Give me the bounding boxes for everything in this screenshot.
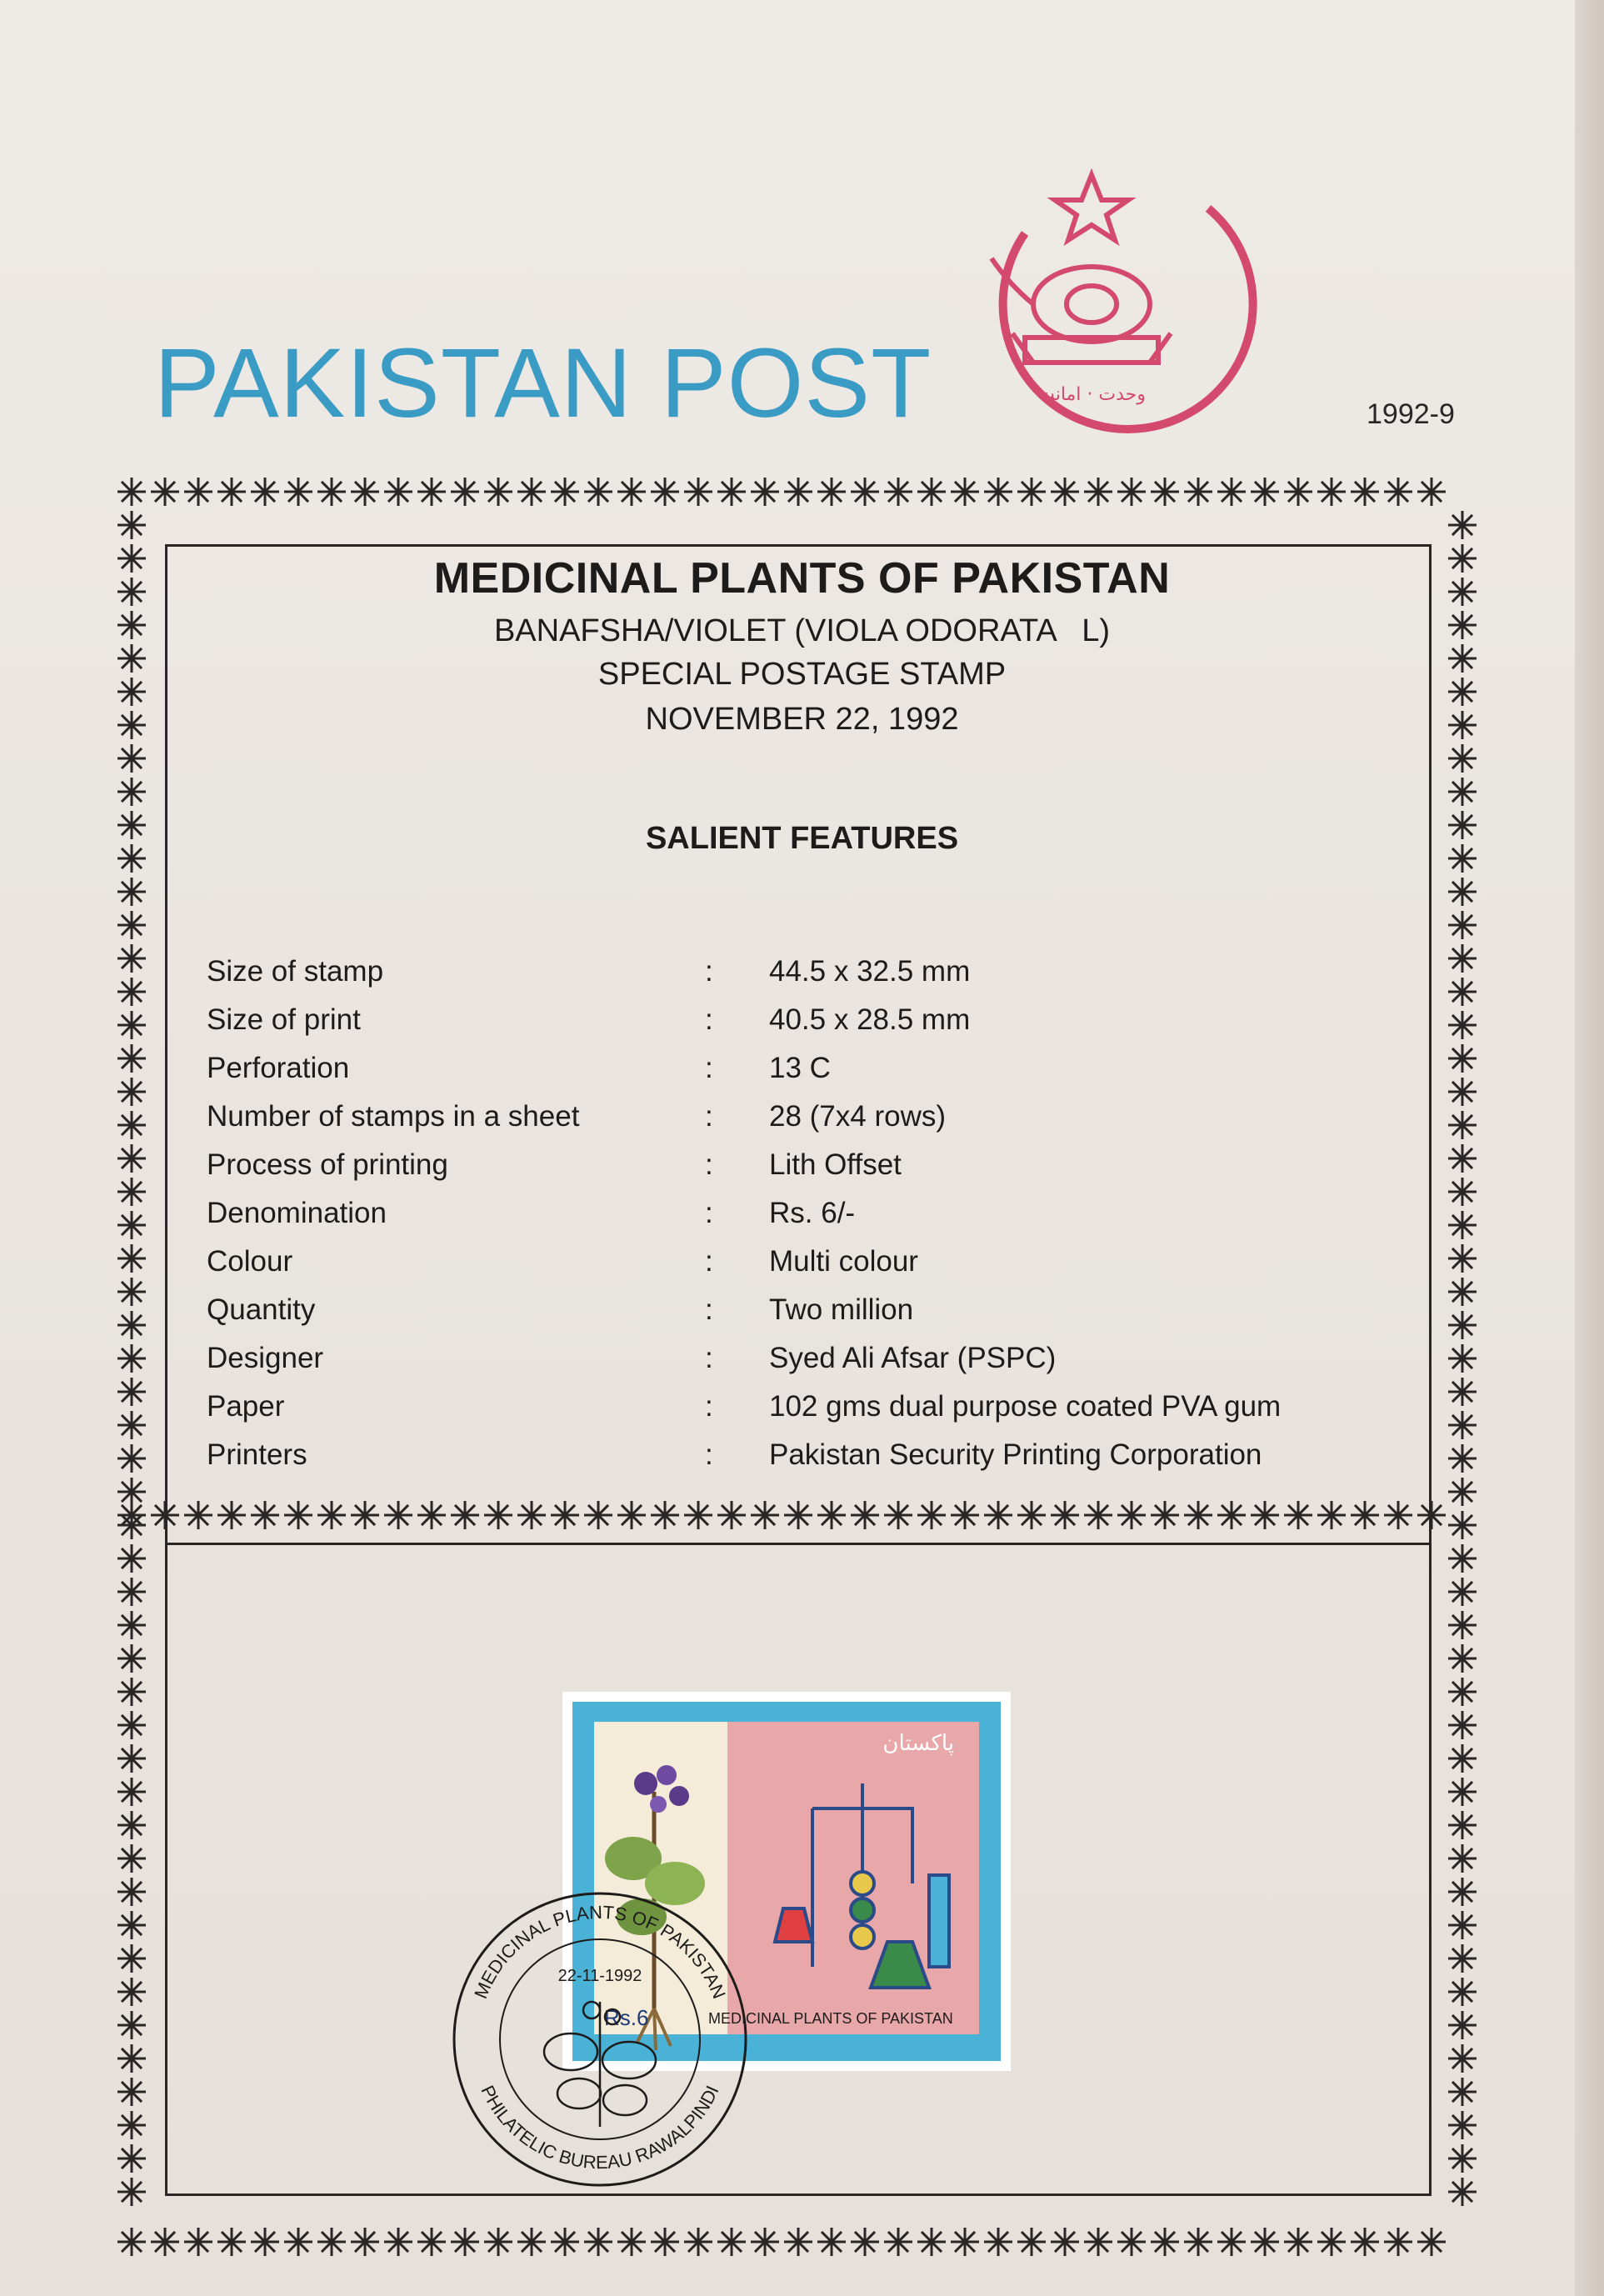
feature-row [207,1342,1415,1390]
feature-row [207,1438,1415,1487]
border-asterisk [1184,2228,1212,2256]
border-asterisk [1448,1911,1477,1939]
feature-value: 13 C [769,1052,831,1084]
border-asterisk [784,2228,812,2256]
feature-label: Quantity [207,1293,316,1326]
border-asterisk [317,2228,346,2256]
border-asterisk [117,1778,146,1806]
border-asterisk [1448,1644,1477,1673]
border-asterisk [117,1711,146,1739]
border-asterisk [117,1911,146,1939]
border-asterisk [117,1078,146,1106]
border-asterisk [1448,1444,1477,1473]
border-asterisk [1251,478,1279,506]
border-asterisk [117,1244,146,1273]
border-asterisk [651,478,679,506]
border-asterisk [117,1544,146,1573]
border-asterisk [1448,744,1477,773]
border-asterisk [1448,1544,1477,1573]
border-asterisk [1351,2228,1379,2256]
border-asterisk [651,2228,679,2256]
border-asterisk [117,511,146,539]
stamp-denomination: Rs.6 [604,2005,649,2030]
border-asterisk [117,2144,146,2173]
feature-value: Multi colour [769,1245,918,1278]
border-asterisk [351,478,379,506]
border-asterisk [1051,478,1079,506]
border-asterisk [951,2228,979,2256]
border-asterisk [1448,1578,1477,1606]
border-asterisk [1448,1244,1477,1273]
border-asterisk [384,2228,412,2256]
border-asterisk [884,478,912,506]
feature-colon: : [705,1003,713,1036]
border-asterisk [1017,478,1046,506]
border-asterisk [1448,1211,1477,1239]
border-asterisk [1448,878,1477,906]
border-asterisk [851,2228,879,2256]
border-asterisk [617,478,646,506]
feature-colon: : [705,1390,713,1423]
border-asterisk [1448,1144,1477,1173]
border-asterisk [1448,1878,1477,1906]
border-asterisk [1448,1478,1477,1506]
feature-label: Denomination [207,1197,387,1229]
feature-colon: : [705,955,713,988]
border-asterisk [1448,2144,1477,2173]
border-asterisk [1448,511,1477,539]
border-asterisk [984,478,1012,506]
feature-label: Size of print [207,1003,361,1036]
feature-row [207,955,1415,1003]
feature-colon: : [705,1197,713,1229]
feature-label: Printers [207,1438,307,1471]
feature-row [207,1390,1415,1438]
feature-label: Size of stamp [207,955,384,988]
border-asterisk [284,478,312,506]
feature-value: 44.5 x 32.5 mm [769,955,971,988]
border-asterisk [117,2044,146,2073]
border-asterisk [417,2228,446,2256]
border-asterisk [1051,2228,1079,2256]
feature-label: Paper [207,1390,285,1423]
border-asterisk [1448,1178,1477,1206]
border-asterisk [117,1011,146,1039]
feature-value: Two million [769,1293,914,1326]
violet-sketch-icon [544,2002,656,2127]
border-asterisk [1184,478,1212,506]
border-asterisk [117,1211,146,1239]
feature-colon: : [705,1052,713,1084]
border-asterisk [817,2228,846,2256]
feature-label: Perforation [207,1052,350,1084]
feature-row [207,1052,1415,1100]
border-asterisk [117,1344,146,1373]
border-asterisk [517,2228,546,2256]
feature-colon: : [705,1148,713,1181]
border-asterisk [851,478,879,506]
border-asterisk [217,478,246,506]
border-asterisk [584,2228,612,2256]
border-asterisk [1251,2228,1279,2256]
feature-value: 102 gms dual purpose coated PVA gum [769,1390,1282,1423]
border-asterisk [1017,2228,1046,2256]
border-asterisk [1448,1378,1477,1406]
border-asterisk [117,1144,146,1173]
border-asterisk [951,478,979,506]
feature-label: Colour [207,1245,293,1278]
border-asterisk [117,2011,146,2039]
post-horn-crescent-icon [933,158,1267,433]
feature-label: Number of stamps in a sheet [207,1100,580,1133]
border-asterisk [1284,2228,1312,2256]
postmark-date: 22-11-1992 [557,1967,642,1985]
border-asterisk [1448,911,1477,939]
border-asterisk [1448,1978,1477,2006]
border-asterisk [1448,1078,1477,1106]
border-asterisk [1117,2228,1146,2256]
border-asterisk [1448,1778,1477,1806]
border-asterisk [1217,2228,1246,2256]
feature-label: Process of printing [207,1148,448,1181]
postmark-top-text: MEDICINAL PLANTS OF PAKISTAN [470,1901,730,2002]
border-asterisk [1448,2178,1477,2206]
border-asterisk [1417,478,1446,506]
feature-row [207,1245,1415,1293]
border-asterisk [117,1878,146,1906]
border-asterisk [1448,1111,1477,1139]
border-asterisk [917,478,946,506]
stamp-caption: MEDICINAL PLANTS OF PAKISTAN [708,2010,953,2027]
border-asterisk [117,944,146,973]
feature-value: Pakistan Security Printing Corporation [769,1438,1262,1471]
border-asterisk [751,478,779,506]
brand-title: PAKISTAN POST [154,328,932,438]
border-asterisk [1448,2044,1477,2073]
border-asterisk [1448,1511,1477,1539]
feature-colon: : [705,1100,713,1133]
border-asterisk [1084,478,1112,506]
border-asterisk [251,478,279,506]
border-asterisk [117,2178,146,2206]
stamp-subtitle: BANAFSHA/VIOLET (VIOLA ODORATA L) [493,613,1111,648]
border-asterisk [1448,1811,1477,1839]
border-asterisk [617,2228,646,2256]
border-asterisk [417,478,446,506]
svg-text:ﻭﺣﺪﺕ · ﺍﻣﺎﻧﺖ: ﻭﺣﺪﺕ · ﺍﻣﺎﻧﺖ [1037,384,1146,405]
border-asterisk [1448,978,1477,1006]
border-asterisk [1317,478,1346,506]
border-asterisk [117,1044,146,1073]
feature-colon: : [705,1293,713,1326]
frame-divider [165,1543,1432,1545]
border-asterisk [217,2228,246,2256]
border-asterisk [1448,1678,1477,1706]
border-asterisk [1448,1278,1477,1306]
feature-value: Rs. 6/- [769,1197,856,1229]
border-asterisk [117,911,146,939]
border-asterisk [584,478,612,506]
border-asterisk [1448,2011,1477,2039]
border-asterisk [1384,2228,1412,2256]
stamp-country: پاکستان [882,1731,954,1756]
border-asterisk [1448,1344,1477,1373]
border-asterisk [817,478,846,506]
border-asterisk [1317,2228,1346,2256]
border-asterisk [751,2228,779,2256]
border-asterisk [117,978,146,1006]
border-asterisk [717,2228,746,2256]
border-asterisk [117,1411,146,1439]
border-asterisk [117,478,146,506]
border-asterisk [451,478,479,506]
border-asterisk [151,478,179,506]
feature-value: 40.5 x 28.5 mm [769,1003,971,1036]
border-asterisk [717,478,746,506]
border-asterisk [1448,1411,1477,1439]
border-asterisk [1384,478,1412,506]
border-asterisk [117,1311,146,1339]
border-asterisk [551,2228,579,2256]
border-asterisk [117,2111,146,2139]
border-asterisk [117,2228,146,2256]
border-asterisk [251,2228,279,2256]
feature-colon: : [705,1438,713,1471]
border-asterisk [117,1844,146,1873]
issue-date: NOVEMBER 22, 1992 [645,702,959,737]
feature-value: Lith Offset [769,1148,902,1181]
border-asterisk [117,1278,146,1306]
feature-label: Designer [207,1342,324,1374]
border-asterisk [1448,1311,1477,1339]
border-asterisk [1448,1011,1477,1039]
border-asterisk [1448,2078,1477,2106]
feature-row [207,1293,1415,1342]
border-asterisk [184,478,212,506]
border-asterisk [484,478,512,506]
border-asterisk [1448,2111,1477,2139]
border-asterisk [117,878,146,906]
border-asterisk [1284,478,1312,506]
features-heading: SALIENT FEATURES [645,821,959,856]
border-asterisk [117,744,146,773]
postmark-cancellation [446,1885,754,2193]
border-asterisk [117,1944,146,1973]
features-table [207,955,1415,1487]
border-asterisk [1448,778,1477,806]
feature-value: Syed Ali Afsar (PSPC) [769,1342,1057,1374]
stamp-type: SPECIAL POSTAGE STAMP [597,657,1007,692]
border-asterisk [117,1111,146,1139]
feature-row [207,1197,1415,1245]
border-asterisk [451,2228,479,2256]
border-asterisk [1448,1744,1477,1773]
border-asterisk [184,2228,212,2256]
border-asterisk [317,478,346,506]
border-asterisk [284,2228,312,2256]
border-asterisk [1217,478,1246,506]
border-asterisk [117,778,146,806]
border-asterisk [1151,2228,1179,2256]
border-asterisk [117,1744,146,1773]
reference-number: 1992-9 [1367,398,1455,430]
border-asterisk [351,2228,379,2256]
border-asterisk [117,1178,146,1206]
border-asterisk [117,1378,146,1406]
border-asterisk [117,1578,146,1606]
border-asterisk [384,478,412,506]
feature-colon: : [705,1342,713,1374]
border-asterisk [117,1644,146,1673]
border-asterisk [117,1511,146,1539]
border-asterisk [151,2228,179,2256]
border-asterisk [551,478,579,506]
feature-row [207,1100,1415,1148]
border-asterisk [1448,1711,1477,1739]
border-asterisk [1448,944,1477,973]
border-asterisk [117,1478,146,1506]
page-title: MEDICINAL PLANTS OF PAKISTAN [433,554,1171,603]
border-asterisk [484,2228,512,2256]
border-asterisk [1117,478,1146,506]
border-asterisk [517,478,546,506]
feature-row [207,1003,1415,1052]
border-asterisk [1448,1044,1477,1073]
border-asterisk [917,2228,946,2256]
border-asterisk [117,1678,146,1706]
border-asterisk [1084,2228,1112,2256]
border-asterisk [1151,478,1179,506]
border-asterisk [1448,1844,1477,1873]
border-asterisk [117,1978,146,2006]
border-asterisk [784,478,812,506]
border-asterisk [117,1811,146,1839]
border-asterisk [684,2228,712,2256]
postmark-bottom-text: PHILATELIC BUREAU RAWALPINDI [477,2082,723,2173]
border-asterisk [117,2078,146,2106]
feature-colon: : [705,1245,713,1278]
border-asterisk [117,1611,146,1639]
border-asterisk [1448,1944,1477,1973]
border-asterisk [684,478,712,506]
feature-value: 28 (7x4 rows) [769,1100,947,1133]
feature-row [207,1148,1415,1197]
border-asterisk [984,2228,1012,2256]
border-asterisk [884,2228,912,2256]
border-asterisk [1351,478,1379,506]
border-asterisk [1448,1611,1477,1639]
border-asterisk [117,1444,146,1473]
border-asterisk [1417,2228,1446,2256]
